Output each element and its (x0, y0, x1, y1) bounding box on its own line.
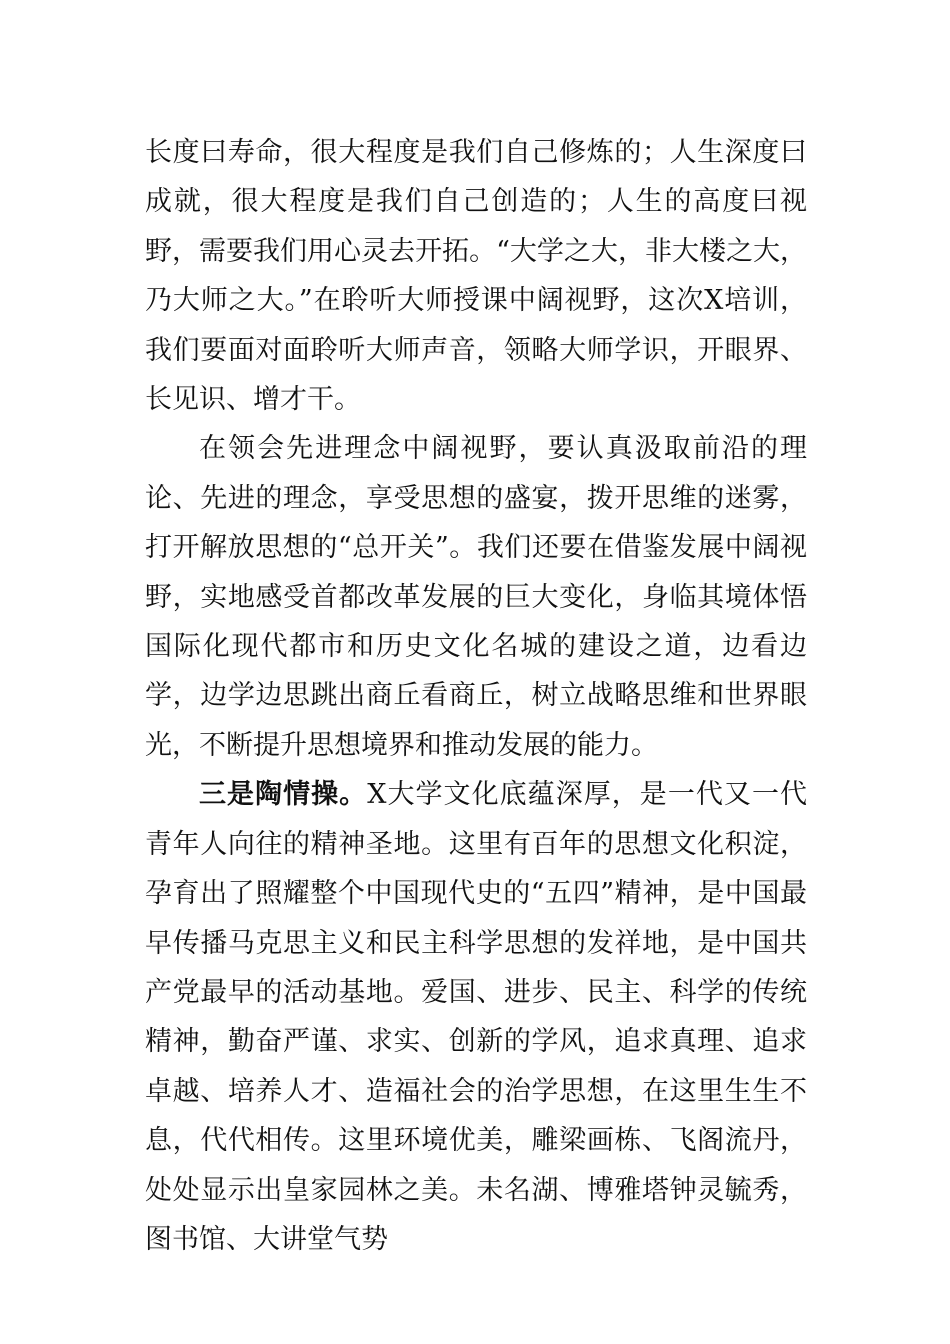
paragraph-text: 在领会先进理念中阔视野，要认真汲取前沿的理论、先进的理念，享受思想的盛宴，拨开思维的迷雾，打开解放思想的“总开关”。我们还要在借鉴发展中阔视野，实地感受首都改革发展的巨大变化，身临其境体悟国际化现代都市和历史文化名城的建设之道，边看边学，边学边思跳出商丘看商丘，树立战略思维和世界眼光，不断提升思想境界和推动发展的能力。 (145, 433, 807, 761)
paragraph-advanced-ideas (145, 424, 807, 770)
paragraph-lead-heading: 三是陶情操。 (199, 779, 368, 811)
paragraph-text: X大学文化底蕴深厚，是一代又一代青年人向往的精神圣地。这里有百年的思想文化积淀，孕育出了照耀整个中国现代史的“五四”精神，是中国最早传播马克思主义和民主科学思想的发祥地，是中国共产党最早的活动基地。爱国、进步、民主、科学的传统精神，勤奋严谨、求实、创新的学风，追求真理、追求卓越、培养人才、造福社会的治学思想，在这里生生不息，代代相传。这里环境优美，雕梁画栋、飞阁流丹，处处显示出皇家园林之美。未名湖、博雅塔钟灵毓秀，图书馆、大讲堂气势 (145, 779, 807, 1255)
paragraph-continuation (145, 128, 807, 424)
document-body (145, 128, 807, 1264)
paragraph-text: 长度曰寿命，很大程度是我们自己修炼的；人生深度曰成就，很大程度是我们自己创造的；人生的高度曰视野，需要我们用心灵去开拓。“大学之大，非大楼之大，乃大师之大。”在聆听大师授课中阔视野，这次X培训，我们要面对面聆听大师声音，领略大师学识，开眼界、长见识、增才干。 (145, 137, 807, 416)
paragraph-cultivate-sentiment (145, 770, 807, 1264)
